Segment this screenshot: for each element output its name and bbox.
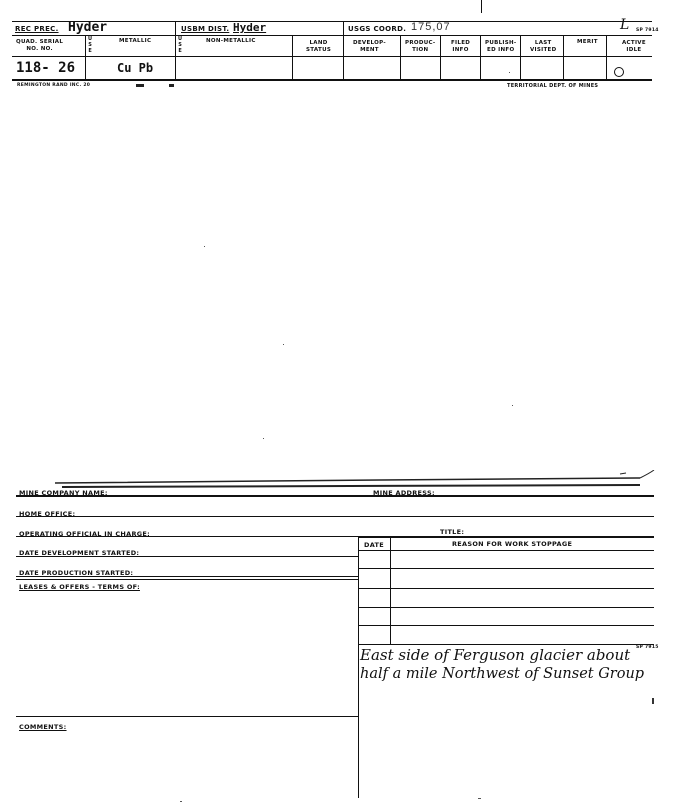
rec-prec-value: Hyder xyxy=(68,20,108,35)
top-vrule xyxy=(563,35,564,79)
operating-official-label: OPERATING OFFICIAL IN CHARGE: xyxy=(19,530,151,538)
stray-mark xyxy=(478,798,481,799)
mine-address-label: MINE ADDRESS: xyxy=(373,489,435,497)
col-use-nonmetallic: U S E xyxy=(178,36,183,54)
comments-label: COMMENTS: xyxy=(19,723,67,731)
top-tick-mark xyxy=(481,0,482,13)
top-vrule xyxy=(520,35,521,79)
stoppage-rule xyxy=(358,607,654,608)
usbm-dist-label: USBM DIST. xyxy=(181,25,230,33)
stray-mark xyxy=(512,405,513,406)
handwritten-location-line1: East side of Ferguson glacier about xyxy=(360,646,631,664)
col-use-metallic: U S E xyxy=(88,36,93,54)
stray-mark xyxy=(283,344,284,345)
top-rule-2 xyxy=(12,35,652,36)
stoppage-rule xyxy=(358,536,654,538)
bottom-rule xyxy=(16,495,654,497)
metallic-value: Cu Pb xyxy=(117,61,154,75)
col-quad-serial: QUAD. SERIAL NO. NO. xyxy=(16,39,64,52)
top-footer-left: REMINGTON RAND INC. 20 xyxy=(17,83,91,88)
top-vrule xyxy=(175,21,176,79)
col-land-status: LAND STATUS xyxy=(306,40,332,53)
rec-prec-label: REC PREC. xyxy=(15,25,59,33)
col-non-metallic: NON-METALLIC xyxy=(206,38,256,44)
usbm-dist-value: Hyder xyxy=(233,21,267,34)
quad-serial-value: 118- 26 xyxy=(16,60,76,76)
stoppage-rule xyxy=(358,625,654,626)
col-active-idle: ACTIVE IDLE xyxy=(622,40,646,53)
top-footer-right: TERRITORIAL DEPT. OF MINES xyxy=(507,83,599,89)
top-vrule xyxy=(343,21,344,79)
top-vrule xyxy=(606,35,607,79)
col-published-info: PUBLISH- ED INFO xyxy=(485,40,517,53)
bottom-rule xyxy=(16,516,654,517)
title-label: TITLE: xyxy=(440,528,465,536)
card-letter: L xyxy=(620,17,630,33)
active-idle-circle xyxy=(614,67,624,77)
top-vrule xyxy=(400,35,401,79)
date-development-label: DATE DEVELOPMENT STARTED: xyxy=(19,549,140,557)
leases-offers-label: LEASES & OFFERS - TERMS OF: xyxy=(19,583,140,591)
col-merit: MERIT xyxy=(577,39,598,45)
footer-mark xyxy=(169,84,174,87)
top-vrule xyxy=(85,35,86,79)
filed-info-dot xyxy=(509,72,510,73)
stoppage-rule xyxy=(358,550,654,551)
date-production-label: DATE PRODUCTION STARTED: xyxy=(19,569,134,577)
footer-mark xyxy=(136,84,144,87)
col-metallic: METALLIC xyxy=(119,38,152,44)
top-rule-4 xyxy=(12,79,652,81)
stoppage-rule xyxy=(358,588,654,589)
top-rule-3 xyxy=(12,56,652,57)
col-filed-info: FILED INFO xyxy=(451,40,471,53)
bottom-index-card xyxy=(0,470,678,807)
stray-mark xyxy=(204,246,205,247)
stoppage-date-divider xyxy=(390,536,391,644)
stray-mark xyxy=(263,438,264,439)
col-development: DEVELOP- MENT xyxy=(353,40,386,53)
col-production: PRODUC- TION xyxy=(405,40,436,53)
mine-company-name-label: MINE COMPANY NAME: xyxy=(19,489,108,497)
handwritten-location-line2: half a mile Northwest of Sunset Group xyxy=(360,666,645,682)
top-form-number: SP 7914 xyxy=(636,28,659,33)
top-vrule xyxy=(440,35,441,79)
stoppage-date-header: DATE xyxy=(364,541,384,549)
top-index-card xyxy=(0,0,678,100)
top-rule-1 xyxy=(12,21,652,22)
col-last-visited: LAST VISITED xyxy=(530,40,557,53)
top-vrule xyxy=(480,35,481,79)
stray-mark xyxy=(180,801,182,802)
usgs-coord-label: USGS COORD. xyxy=(348,25,407,33)
comments-rule xyxy=(16,716,358,717)
home-office-label: HOME OFFICE: xyxy=(19,510,76,518)
bottom-rule xyxy=(16,579,358,580)
stoppage-reason-header: REASON FOR WORK STOPPAGE xyxy=(452,540,573,548)
bottom-form-number: SP 7915 xyxy=(636,645,659,650)
stoppage-rule xyxy=(358,568,654,569)
center-divider xyxy=(358,536,359,798)
stoppage-rule xyxy=(358,644,654,645)
top-vrule xyxy=(292,35,293,79)
margin-mark xyxy=(652,698,654,704)
usgs-coord-value: 175,07 xyxy=(411,21,451,33)
